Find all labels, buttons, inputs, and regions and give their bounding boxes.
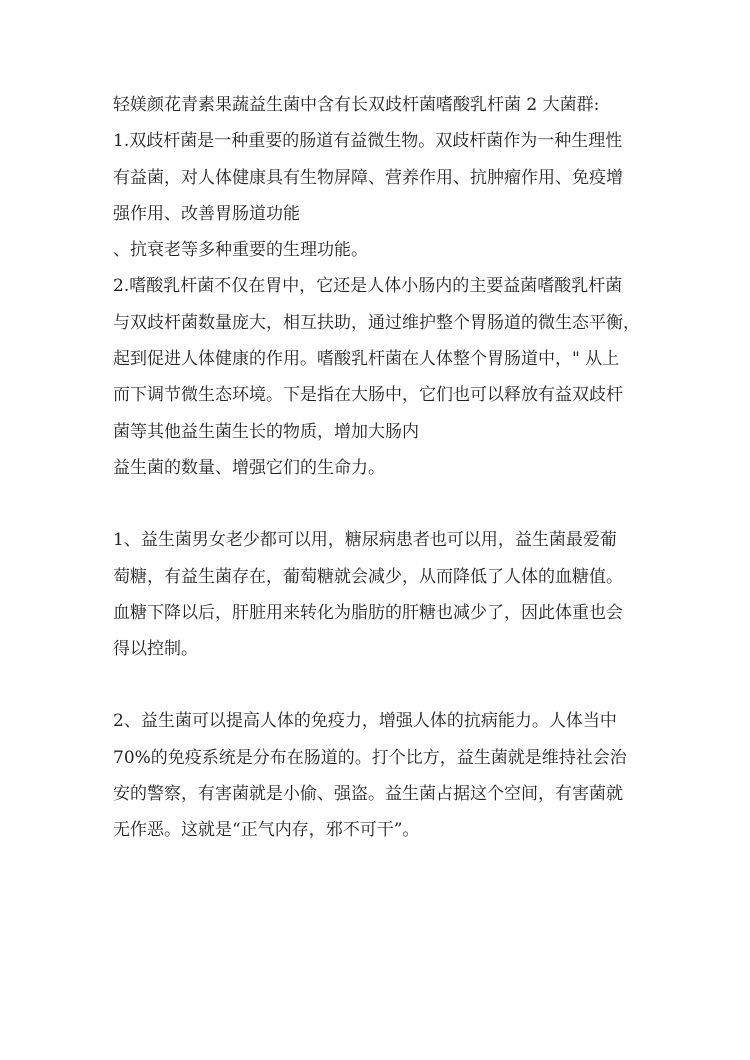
- paragraph-gap: [113, 674, 650, 710]
- para2-line4: 而下调节微生态环境。下是指在大肠中，它们也可以释放有益双歧杆: [113, 385, 623, 406]
- paragraph-gap: [113, 493, 650, 529]
- para2-line6: 益生菌的数量、增强它们的生命力。: [113, 457, 385, 478]
- para2-line2: 与双歧杆菌数量庞大，相互扶助，通过维护整个胃肠道的微生态平衡，: [113, 312, 640, 333]
- para1-line3: 强作用、改善胃肠道功能: [113, 203, 300, 224]
- point2-line3: 安的警察，有害菌就是小偷、强盗。益生菌占据这个空间，有害菌就: [113, 784, 623, 805]
- para2-line5: 菌等其他益生菌生长的物质，增加大肠内: [113, 421, 419, 442]
- para1-line4: 、抗衰老等多种重要的生理功能。: [113, 240, 368, 261]
- point2-line2: 70%的免疫系统是分布在肠道的。打个比方，益生菌就是维持社会治: [113, 747, 627, 768]
- point1-line3: 血糖下降以后，肝脏用来转化为脂肪的肝糖也减少了，因此体重也会: [113, 602, 623, 623]
- para2-line1: 2.嗜酸乳杆菌不仅在胃中，它还是人体小肠内的主要益菌嗜酸乳杆菌: [113, 276, 623, 297]
- point2-line4: 无作恶。这就是“正气内存，邪不可干”。: [113, 820, 420, 841]
- point1-line4: 得以控制。: [113, 639, 198, 660]
- para1-line1: 1.双歧杆菌是一种重要的肠道有益微生物。双歧杆菌作为一种生理性: [113, 131, 623, 152]
- para2-line3: 起到促进人体健康的作用。嗜酸乳杆菌在人体整个胃肠道中，" 从上: [113, 349, 620, 370]
- point1-line1: 1、益生菌男女老少都可以用，糖尿病患者也可以用，益生菌最爱葡: [113, 530, 617, 551]
- intro-line: 轻媄颜花青素果蔬益生菌中含有长双歧杆菌嗜酸乳杆菌 2 大菌群:: [113, 95, 600, 115]
- point1-line2: 萄糖，有益生菌存在，葡萄糖就会减少，从而降低了人体的血糖值。: [113, 566, 623, 587]
- para1-line2: 有益菌，对人体健康具有生物屏障、营养作用、抗肿瘤作用、免疫增: [113, 167, 623, 188]
- point2-line1: 2、益生菌可以提高人体的免疫力，增强人体的抗病能力。人体当中: [113, 711, 617, 732]
